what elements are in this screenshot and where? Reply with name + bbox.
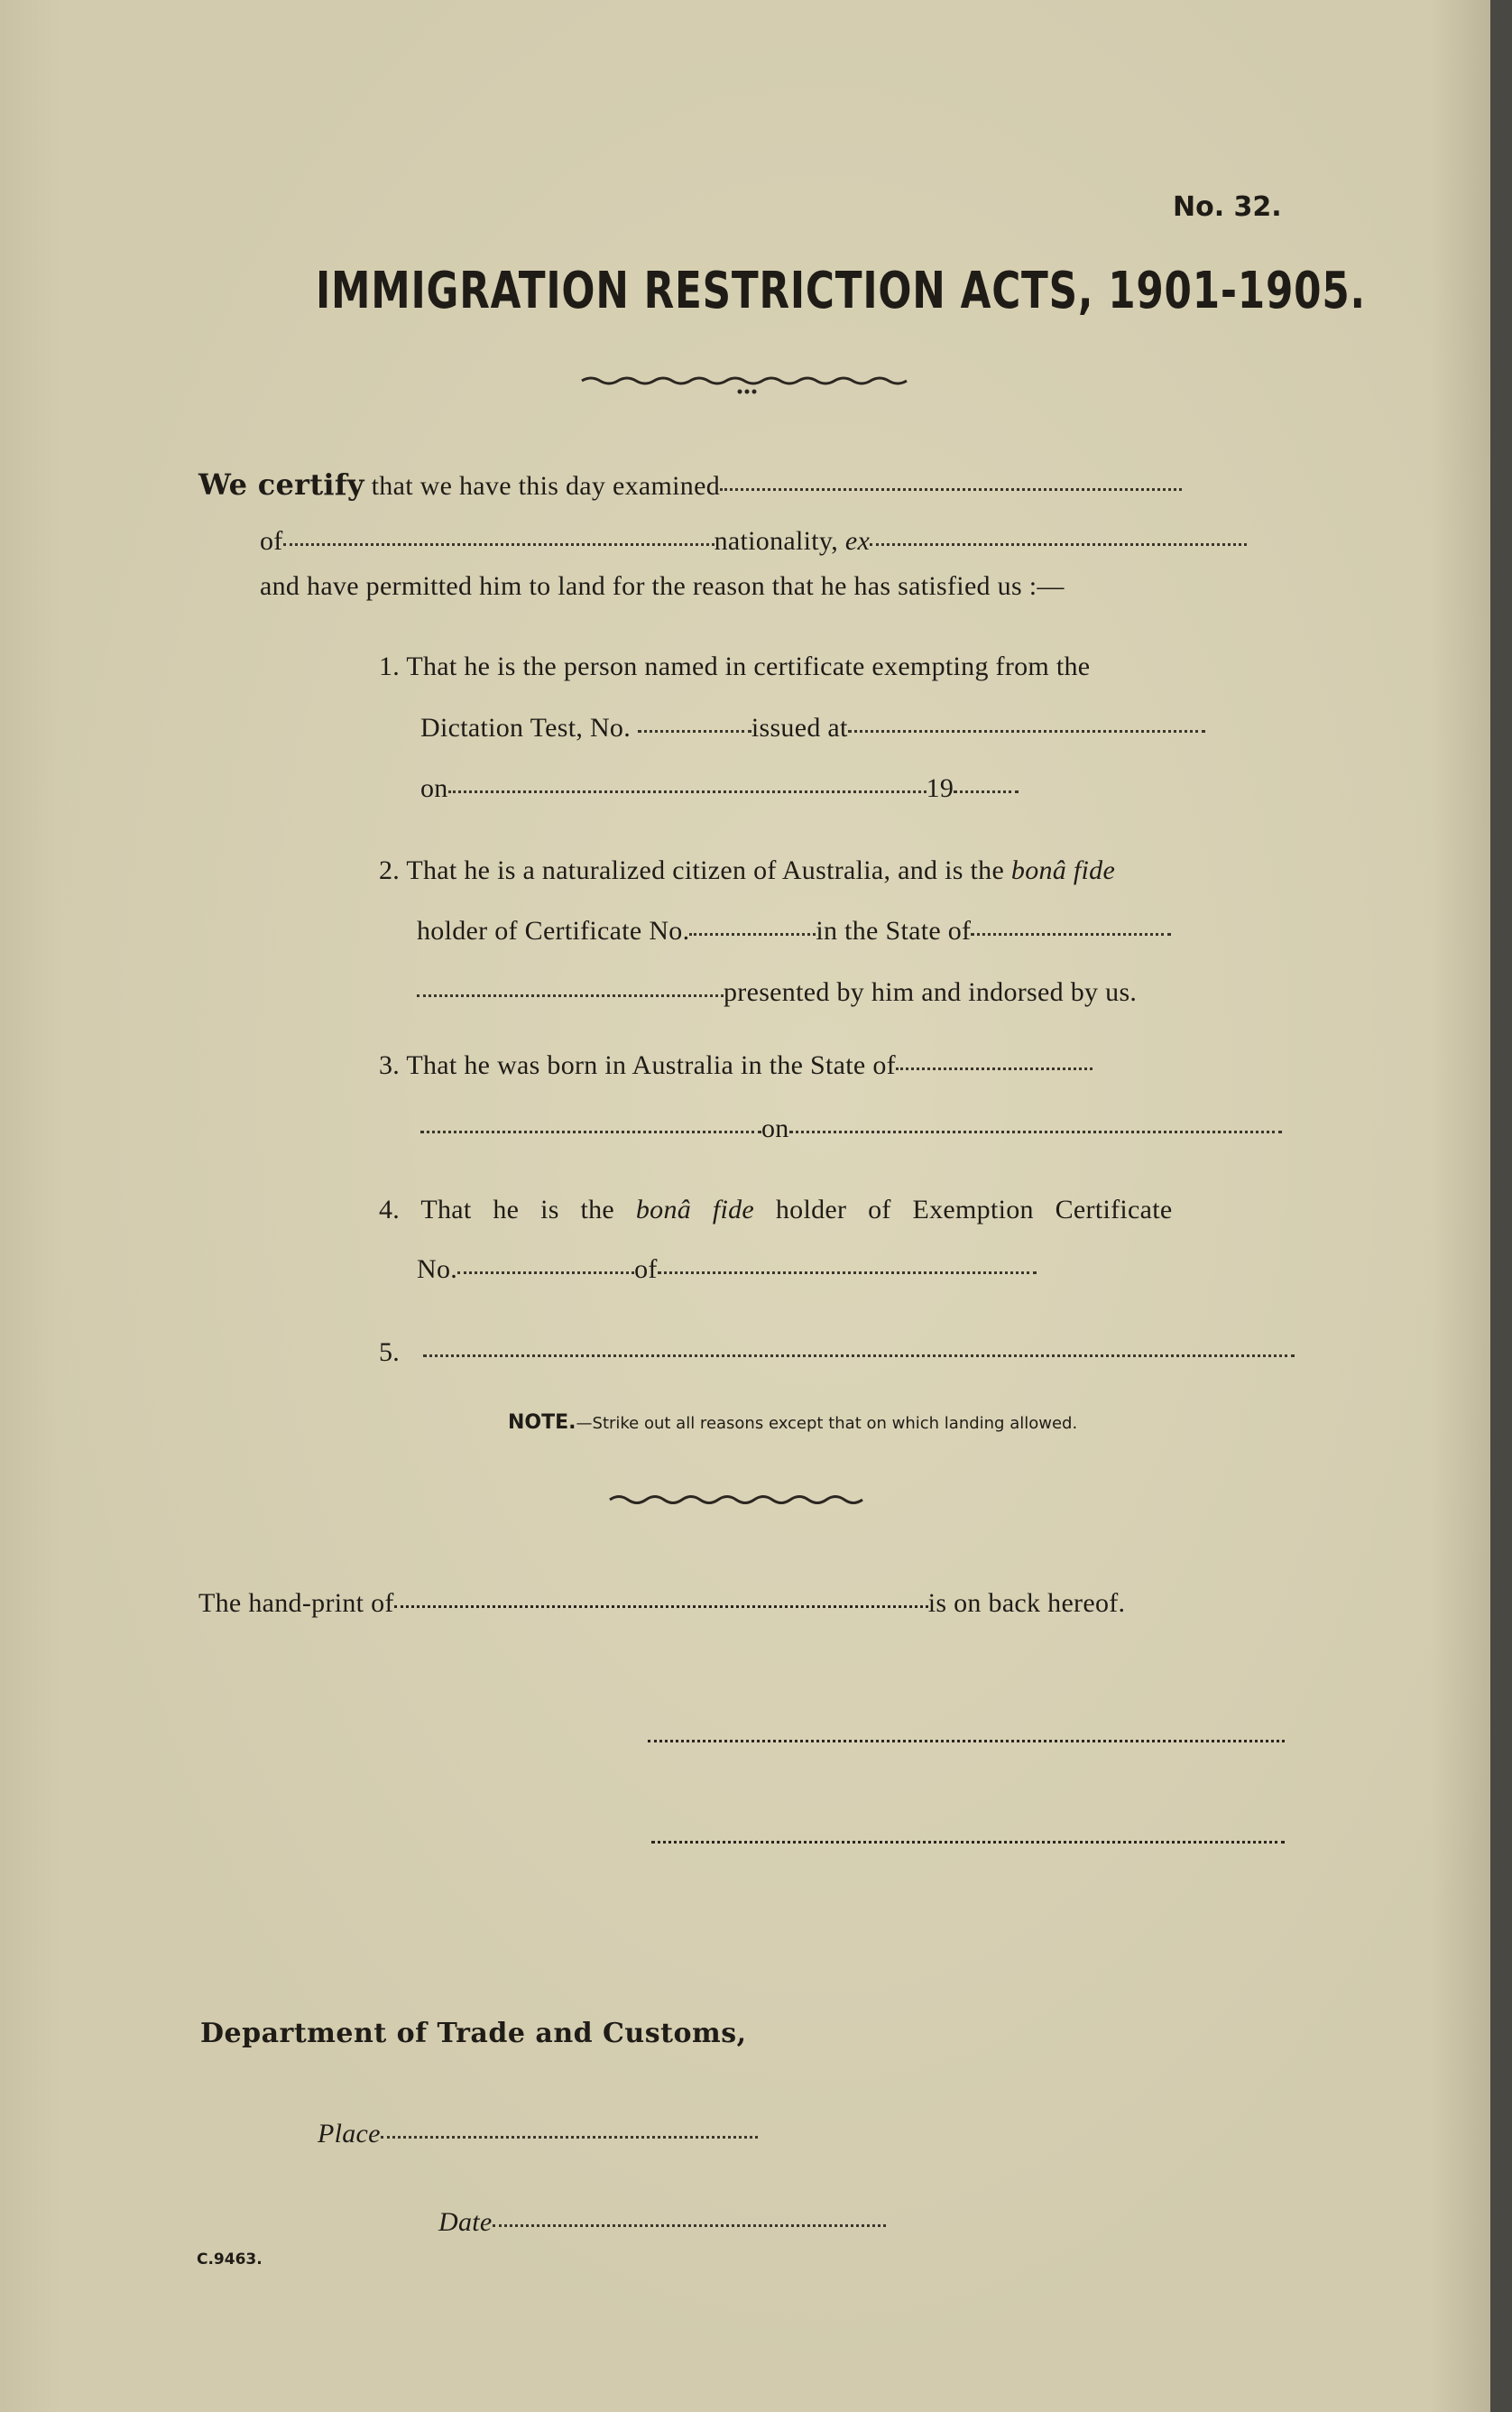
- signature-line-2[interactable]: [651, 1835, 1285, 1852]
- certify-line-1: We certify that we have this day examined: [198, 467, 1182, 502]
- reason-4-line-1: 4. That he is the bonâ fide holder of Exemption Certificate: [379, 1195, 1173, 1224]
- birth-state-field[interactable]: [896, 1067, 1093, 1070]
- date-field[interactable]: [493, 2224, 886, 2227]
- signature-line-1[interactable]: [648, 1734, 1285, 1751]
- place-field[interactable]: [381, 2136, 758, 2139]
- reason-4-line-2: No. of: [417, 1254, 1037, 1285]
- reason-1-line-2: Dictation Test, No. issued at: [420, 713, 1205, 744]
- note: NOTE.—Strike out all reasons except that on which landing allowed.: [508, 1411, 1078, 1434]
- handprint-line: The hand-print of is on back hereof.: [198, 1588, 1126, 1618]
- issued-year-field[interactable]: [954, 790, 1019, 793]
- exemption-no-field[interactable]: [457, 1271, 634, 1274]
- place-line: Place: [318, 2119, 758, 2149]
- dictation-no-field[interactable]: [638, 730, 751, 733]
- reason-2-line-3: presented by him and indorsed by us.: [417, 977, 1137, 1008]
- state-continued-field[interactable]: [417, 994, 724, 997]
- certify-line-2: of nationality, ex: [260, 526, 1247, 557]
- of-field[interactable]: [283, 543, 715, 546]
- page-edge-shadow: [1490, 0, 1512, 2412]
- form-title: IMMIGRATION RESTRICTION ACTS, 1901-1905.: [316, 262, 1366, 320]
- examined-field[interactable]: [720, 488, 1182, 491]
- date-line: Date: [438, 2207, 886, 2238]
- form-number: No. 32.: [1173, 191, 1282, 223]
- print-code: C.9463.: [197, 2250, 263, 2269]
- title-ornament: [577, 370, 920, 399]
- exemption-of-field[interactable]: [658, 1271, 1037, 1274]
- other-reason-field[interactable]: [423, 1354, 1295, 1357]
- issued-at-field[interactable]: [848, 730, 1205, 733]
- department: Department of Trade and Customs,: [200, 2018, 747, 2049]
- reason-3-line-1: 3. That he was born in Australia in the State of: [379, 1050, 1093, 1081]
- birth-state-continued-field[interactable]: [420, 1131, 761, 1133]
- note-ornament: [606, 1491, 877, 1509]
- reason-5-line: 5.: [379, 1337, 1295, 1368]
- reason-3-line-2: on: [420, 1114, 1282, 1144]
- ex-field[interactable]: [870, 543, 1247, 546]
- birth-date-field[interactable]: [789, 1131, 1282, 1133]
- reason-1-line-1: 1. That he is the person named in certificate exempting from the: [379, 652, 1091, 681]
- handprint-name-field[interactable]: [394, 1605, 928, 1608]
- issued-on-field[interactable]: [448, 790, 927, 793]
- state-field-2[interactable]: [971, 933, 1171, 936]
- reason-1-line-3: on 19: [420, 773, 1019, 804]
- certificate-no-field[interactable]: [689, 933, 816, 936]
- reason-2-line-2: holder of Certificate No. in the State of: [417, 916, 1171, 947]
- certify-lead: We certify: [198, 467, 364, 502]
- certify-line-3: and have permitted him to land for the reason that he has satisfied us :—: [260, 571, 1065, 601]
- reason-2-line-1: 2. That he is a naturalized citizen of Australia, and is the bonâ fide: [379, 855, 1116, 885]
